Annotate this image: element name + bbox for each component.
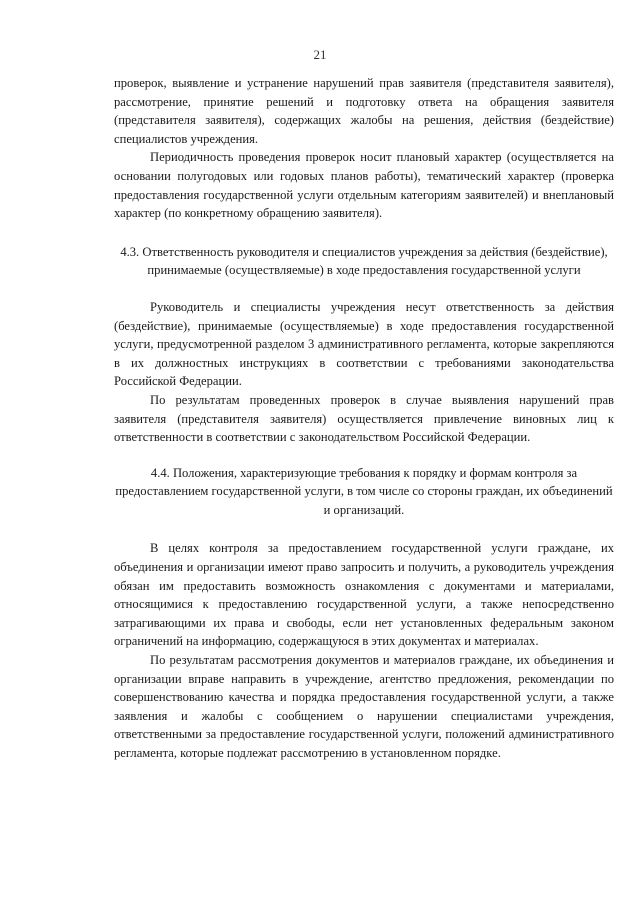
section-heading-4-4: 4.4. Положения, характеризующие требования к порядку и формам контроля за предоставлением государственной услуги, в том числе со стороны граждан, их объединений и организаций.: [115, 465, 613, 517]
paragraph-continuation: проверок, выявление и устранение нарушений прав заявителя (представителя заявителя), рассмотрение, принятие решений и подготовку ответа на обращения заявителя (представителя заявителя), содержащих жалобы на решения, действия (бездействие) специалистов учреждения.: [114, 76, 614, 146]
paragraph-inspection-results: По результатам проведенных проверок в случае выявления нарушений прав заявителя (представителя заявителя) осуществляется привлечение виновных лиц к ответственности в соответствии с законодательством Российской Федерации.: [114, 392, 614, 445]
paragraph-inspection-periodicity: Периодичность проведения проверок носит плановый характер (осуществляется на основании полугодовых или годовых планов работы), тематический характер (проверка предоставления государственной услуги отдельным категориям заявителей) и внеплановый характер (по конкретному обращению заявителя).: [114, 150, 614, 221]
document-body: [114, 74, 614, 763]
section-heading-4-3: 4.3. Ответственность руководителя и специалистов учреждения за действия (бездействие), принимаемые (осуществляемые) в ходе предоставления государственной услуги: [120, 244, 608, 278]
page-number: 21: [313, 47, 327, 62]
paragraph-citizen-control: В целях контроля за предоставлением государственной услуги граждане, их объединения и организации имеют право запросить и получить, а руководитель учреждения обязан им предоставить возможность ознакомления с документами и материалами, относящимися к предоставлению государственной услуги, а также непосредственно затрагивающими их права и свободы, если нет установленных федеральным законом ограничений на информацию, содержащуюся в этих документах и материалах.: [114, 541, 614, 649]
paragraph-responsibility: Руководитель и специалисты учреждения несут ответственность за действия (бездействие), принимаемые (осуществляемые) в ходе предоставления государственной услуги, предусмотренной разделом 3 административного регламента, которые закрепляются в их должностных инструкциях в соответствии с требованиями законодательства Российской Федерации.: [114, 299, 614, 389]
paragraph-citizen-proposals: По результатам рассмотрения документов и материалов граждане, их объединения и организации вправе направить в учреждение, агентство предложения, рекомендации по совершенствованию качества и порядка предоставления государственной услуги, а также заявления и жалобы с сообщением о нарушении специалистами учреждения, ответственными за предоставление государственной услуги, положений административного регламента, которые подлежат рассмотрению в установленном порядке.: [114, 653, 614, 760]
